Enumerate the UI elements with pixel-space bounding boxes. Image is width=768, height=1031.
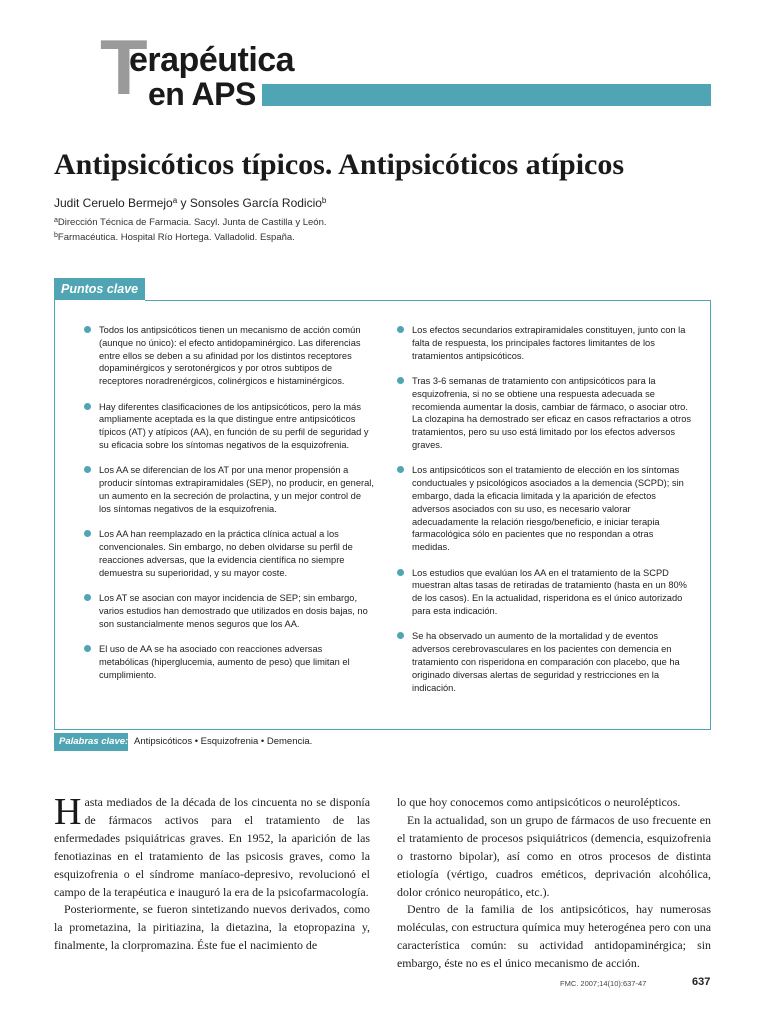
journal-reference: FMC. 2007;14(10):637-47 (560, 979, 647, 988)
bullet-icon (397, 466, 404, 473)
keywords-label: Palabras clave: (54, 733, 128, 751)
bullet-icon (84, 326, 91, 333)
bullet-icon (84, 466, 91, 473)
affiliation-a-mark: a (54, 217, 58, 224)
key-point-item (84, 592, 374, 630)
key-point-item (84, 464, 374, 515)
key-point-item (84, 528, 374, 579)
affiliation-b-text: Farmacéutica. Hospital Río Hortega. Valladolid. España. (57, 232, 295, 243)
author-2: y Sonsoles García Rodicio (177, 196, 322, 210)
key-point-item (84, 643, 374, 681)
affiliation-b (54, 231, 295, 244)
key-point-item (397, 567, 693, 618)
logo-initial: T (100, 23, 148, 111)
key-point-item (397, 630, 693, 694)
body-paragraph: lo que hoy conocemos como antipsicóticos o neurolépticos. (397, 795, 681, 809)
bullet-icon (397, 326, 404, 333)
key-point-text: Los AA se diferencian de los AT por una menor propensión a producir síntomas extrapiramidales (SEP), no producir, en general, un aumento en la secreción de prolactina, y un mejor control de los síntomas negativos de la esquizofrenia. (99, 465, 374, 514)
body-paragraph: Dentro de la familia de los antipsicóticos, hay numerosas moléculas, con estructura química muy heterogénea pero con una característica común: su actividad antidopaminérgica; sin embargo, éste no es el único mecanismo de acción. (397, 902, 711, 971)
key-point-text: Los antipsicóticos son el tratamiento de elección en los síntomas conductuales y psicológicos asociados a la demencia (SCPD); sin embargo, dada la eficacia limitada y la aparición de efectos adversos asociados con su uso, es necesario valorar adecuadamente la relación riesgo/beneficio, e iniciar terapia farmacológica sólo en pacientes que no respondan a otras medidas. (412, 465, 684, 553)
author-1-affiliation-mark: a (172, 196, 178, 205)
key-point-text: Los efectos secundarios extrapiramidales constituyen, junto con la falta de respuesta, los principales factores limitantes de los tratamientos antipsicóticos. (412, 325, 686, 361)
key-points-right-column (397, 324, 693, 707)
bullet-icon (397, 569, 404, 576)
body-right-column (397, 794, 711, 973)
affiliation-a (54, 216, 327, 229)
body-paragraph (54, 791, 370, 901)
bullet-icon (84, 530, 91, 537)
affiliation-a-text: Dirección Técnica de Farmacia. Sacyl. Junta de Castilla y León. (57, 217, 327, 228)
keywords-text: Antipsicóticos • Esquizofrenia • Demencia. (134, 736, 313, 747)
body-paragraph: Posteriormente, se fueron sintetizando nuevos derivados, como la prometazina, la piritiazina, la dietazina, la etopropazina y, finalmente, la clorpromazina. Éste fue el nacimiento de (54, 902, 370, 953)
bullet-icon (84, 403, 91, 410)
key-point-text: Tras 3-6 semanas de tratamiento con antipsicóticos para la esquizofrenia, si no se obtiene una respuesta adecuada se recomienda aumentar la dosis, cambiar de fármaco, o asociar otro. La clozapina ha demostrado ser eficaz en casos refractarios a otros tratamientos, pero su uso está limitado por los efectos adversos graves. (412, 375, 692, 450)
key-points-left-column (84, 324, 374, 694)
author-2-affiliation-mark: b (321, 196, 327, 205)
logo-line-2: en APS (148, 76, 256, 112)
key-points-heading: Puntos clave (54, 278, 145, 300)
article-authors (54, 195, 326, 211)
bullet-icon (397, 632, 404, 639)
key-point-item (84, 401, 374, 452)
affiliation-b-mark: b (54, 232, 58, 239)
bullet-icon (84, 645, 91, 652)
body-paragraph: En la actualidad, son un grupo de fármacos de uso frecuente en el tratamiento de procesos psiquiátricos (demencia, esquizofrenia o trastorno bipolar), así como en otros procesos de distinta etiología (vértigo, cuadros eméticos, deprivación alcohólica, dolor crónico neuropático, etc.). (397, 812, 711, 899)
key-point-text: Todos los antipsicóticos tienen un mecanismo de acción común (aunque no único): el efecto antidopaminérgico. Las diferencias entre ellos se deben a su afinidad por los distintos receptores dopaminérgicos y serotonérgicos y por otros subtipos de receptores noradrenérgicos, colinérgicos e histaminérgicos. (99, 325, 361, 387)
logo-line-1: erapéutica (129, 41, 295, 79)
body-left-column (54, 791, 370, 955)
key-point-text: El uso de AA se ha asociado con reacciones adversas metabólicas (hiperglucemia, aumento de peso) que limitan el cumplimiento. (99, 643, 350, 680)
drop-cap: H (54, 791, 82, 833)
key-point-item (397, 324, 693, 362)
key-point-item (397, 464, 693, 554)
key-point-text: Hay diferentes clasificaciones de los antipsicóticos, pero la más ampliamente aceptada es la que distingue entre antipsicóticos típicos (AT) y atípicos (AA), en función de su perfil de seguridad y su eficacia sobre los síntomas negativos de la esquizofrenia. (99, 401, 369, 450)
key-point-item (397, 375, 693, 452)
key-point-text: Los estudios que evalúan los AA en el tratamiento de la SCPD muestran altas tasas de retiradas de tratamiento (hasta en un 80% de los casos). En la actualidad, risperidona es el único autorizado para esta indicación. (412, 567, 687, 616)
bullet-icon (84, 594, 91, 601)
key-point-text: Se ha observado un aumento de la mortalidad y de eventos adversos cerebrovasculares en los pacientes con demencia en tratamiento con risperidona en comparación con placebo, que ha originado diversas alertas de seguridad y restricciones en la indicación. (412, 631, 680, 693)
article-title: Antipsicóticos típicos. Antipsicóticos atípicos (54, 148, 625, 181)
key-point-text: Los AA han reemplazado en la práctica clínica actual a los convencionales. Sin embargo, no deben olvidarse su perfil de reacciones adversas, que la evidencia científica no siempre demuestra su superioridad, y su mayor coste. (99, 529, 353, 578)
author-1: Judit Ceruelo Bermejo (54, 196, 173, 210)
bullet-icon (397, 377, 404, 384)
key-point-item (84, 324, 374, 388)
body-paragraph-text: asta mediados de la década de los cincuenta no se disponía de fármacos activos para el tratamiento de las enfermedades psiquiátricas graves. En 1952, la aparición de las fenotiazinas en el tratamiento de las psicosis graves, como la esquizofrenia o el síndrome maníaco-depresivo, revolucionó el campo de la terapéutica e inauguró la era de la psicofarmacología. (54, 795, 370, 899)
header-accent-bar (262, 84, 711, 106)
page-number: 637 (692, 976, 711, 988)
key-point-text: Los AT se asocian con mayor incidencia de SEP; sin embargo, varios estudios han demostrado que utilizados en dosis bajas, no son sustancialmente menos seguros que los AA. (99, 592, 368, 629)
